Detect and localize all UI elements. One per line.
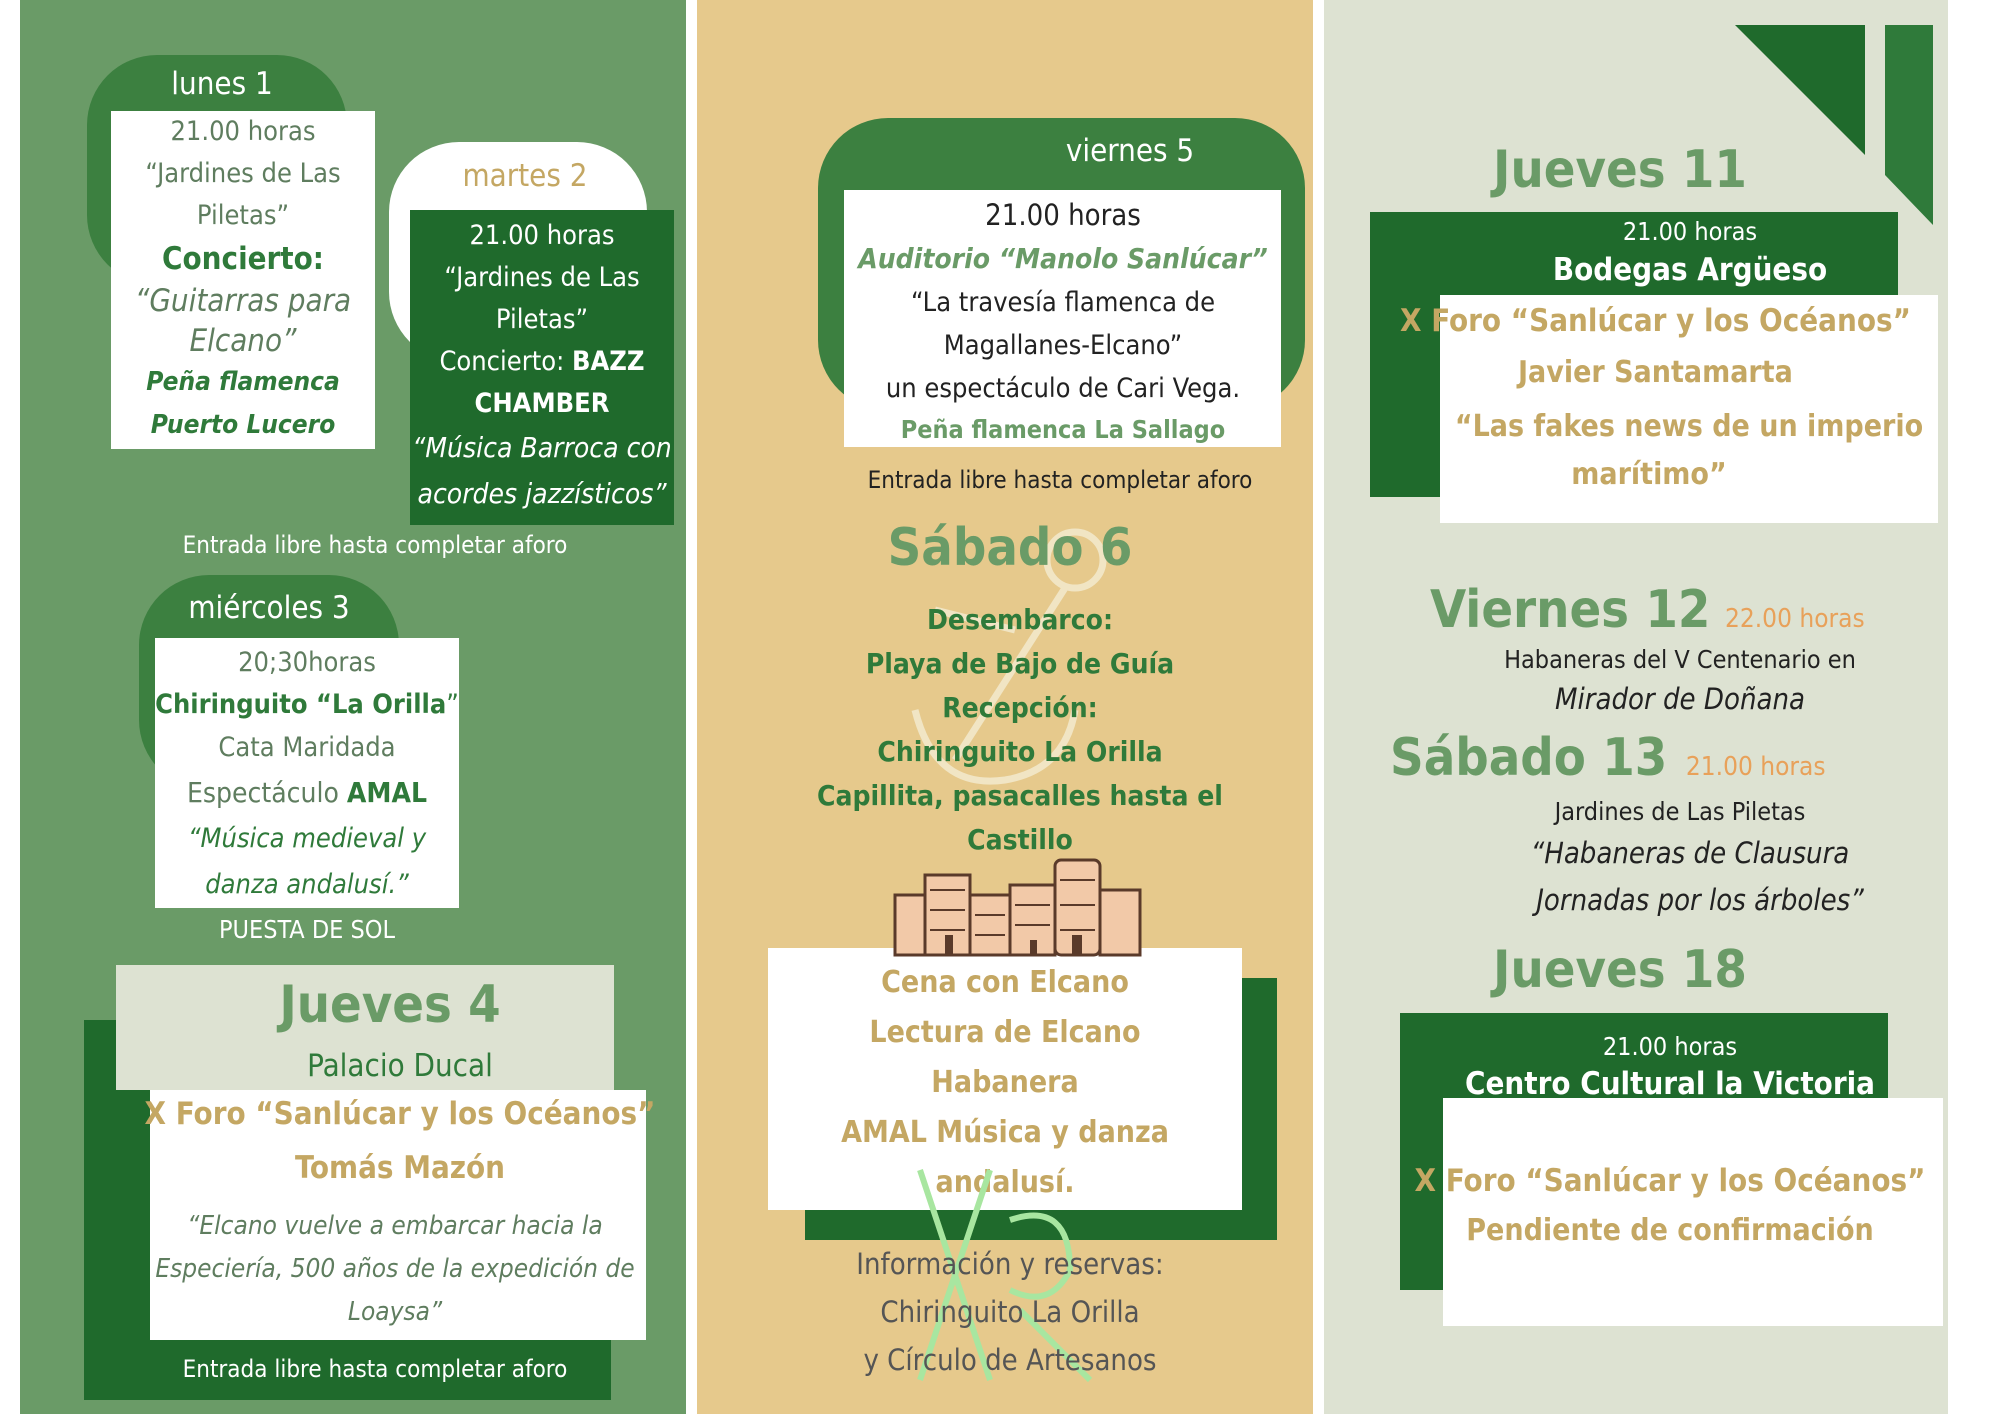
jueves18-time: 21.00 horas bbox=[1602, 1032, 1738, 1061]
miercoles-show: Espectáculo bbox=[186, 776, 347, 809]
sabado6-lines bbox=[800, 598, 1240, 862]
jueves4-talk-3: Loaysa” bbox=[347, 1297, 443, 1327]
miercoles-time: 20;30horas bbox=[238, 647, 376, 678]
sabado13-time: 21.00 horas bbox=[1685, 752, 1826, 782]
dinner-line-1: Cena con Elcano bbox=[881, 965, 1129, 1000]
sabado6-line-1: Desembarco: bbox=[926, 603, 1114, 636]
jueves4-talk-1: “Elcano vuelve a embarcar hacia la bbox=[187, 1211, 603, 1241]
viernes12-day: Viernes 12 bbox=[1430, 580, 1711, 640]
miercoles-show-line bbox=[155, 770, 459, 816]
martes-venue-1: “Jardines de Las bbox=[444, 262, 640, 293]
martes-time: 21.00 horas bbox=[469, 220, 615, 251]
lunes-venue-2: Piletas” bbox=[196, 200, 290, 231]
jueves18-forum: X Foro “Sanlúcar y los Océanos” bbox=[1414, 1163, 1926, 1199]
sabado13-line-2: “Habaneras de Clausura bbox=[1530, 836, 1850, 870]
jueves11-venue: Bodegas Argüeso bbox=[1552, 252, 1828, 288]
sabado13-line-1: Jardines de Las Piletas bbox=[1554, 797, 1806, 826]
jueves11-talk-1: “Las fakes news de un imperio bbox=[1454, 409, 1924, 444]
jueves4-forum: X Foro “Sanlúcar y los Océanos” bbox=[144, 1096, 656, 1132]
jueves4-talk bbox=[135, 1205, 655, 1334]
viernes5-venue: Auditorio “Manolo Sanlúcar” bbox=[858, 242, 1268, 275]
miercoles-venue-quote: ” bbox=[446, 689, 459, 720]
jueves11-speaker: Javier Santamarta bbox=[1518, 355, 1793, 390]
lunes-org-2: Puerto Lucero bbox=[150, 410, 336, 440]
martes-band-1: BAZZ bbox=[572, 346, 645, 377]
jueves18-day: Jueves 18 bbox=[1493, 940, 1747, 1000]
miercoles-content bbox=[155, 642, 459, 908]
martes-desc-1: “Música Barroca con bbox=[412, 431, 672, 464]
sabado13-line-3: Jornadas por los árboles” bbox=[1536, 883, 1864, 917]
lunes-title-1: “Guitarras para bbox=[134, 283, 352, 319]
lunes-venue-1: “Jardines de Las bbox=[145, 158, 341, 189]
jueves11-forum: X Foro “Sanlúcar y los Océanos” bbox=[1400, 303, 1911, 339]
jueves4-place: Palacio Ducal bbox=[307, 1048, 493, 1084]
miercoles-cata: Cata Maridada bbox=[218, 732, 396, 763]
miercoles-desc-1: “Música medieval y bbox=[187, 823, 427, 854]
lunes-time: 21.00 horas bbox=[170, 116, 316, 147]
sabado6-line-5: Capillita, pasacalles hasta el bbox=[817, 779, 1223, 812]
viernes5-time: 21.00 horas bbox=[985, 198, 1141, 232]
miercoles-amal: AMAL bbox=[346, 776, 428, 809]
miercoles-venue: Chiringuito “La Orilla bbox=[155, 689, 447, 720]
entry-note-1: Entrada libre hasta completar aforo bbox=[182, 531, 568, 559]
jueves18-venue: Centro Cultural la Victoria bbox=[1465, 1066, 1875, 1102]
martes-venue-2: Piletas” bbox=[495, 304, 589, 335]
jueves11-time: 21.00 horas bbox=[1622, 217, 1758, 246]
lunes-day: lunes 1 bbox=[171, 66, 273, 102]
jueves18-note: Pendiente de confirmación bbox=[1466, 1213, 1874, 1248]
lunes-content bbox=[111, 111, 375, 447]
jueves18-white-box bbox=[1443, 1098, 1943, 1326]
jueves4-speaker: Tomás Mazón bbox=[294, 1150, 506, 1186]
martes-desc-2: acordes jazzísticos” bbox=[417, 477, 667, 510]
viernes5-show-2: Magallanes-Elcano” bbox=[943, 330, 1183, 361]
lunes-concert: Concierto: bbox=[162, 241, 324, 277]
sabado13-row bbox=[1390, 728, 1930, 788]
jueves11-day: Jueves 11 bbox=[1493, 140, 1747, 200]
sabado13-day: Sábado 13 bbox=[1390, 728, 1668, 788]
viernes5-org: Peña flamenca La Sallago bbox=[900, 415, 1226, 444]
martes-day: martes 2 bbox=[462, 158, 588, 194]
sabado6-line-6: Castillo bbox=[967, 823, 1073, 856]
sabado6-line-2: Playa de Bajo de Guía bbox=[865, 647, 1175, 680]
dinner-line-3: Habanera bbox=[931, 1065, 1079, 1100]
info-line-3: y Círculo de Artesanos bbox=[863, 1343, 1157, 1377]
viernes5-show-1: “La travesía flamenca de bbox=[910, 287, 1216, 318]
sabado6-line-4: Chiringuito La Orilla bbox=[877, 735, 1163, 768]
sabado6-line-3: Recepción: bbox=[942, 691, 1098, 724]
viernes5-day: viernes 5 bbox=[1065, 133, 1195, 169]
viernes12-row bbox=[1430, 580, 1950, 640]
viernes12-line-1: Habaneras del V Centenario en bbox=[1504, 645, 1856, 674]
martes-concert: Concierto: bbox=[439, 346, 572, 377]
info-line-1: Información y reservas: bbox=[856, 1247, 1164, 1281]
dinner-line-2: Lectura de Elcano bbox=[869, 1015, 1141, 1050]
castle-icon bbox=[890, 850, 1145, 958]
martes-band-2: CHAMBER bbox=[474, 388, 610, 419]
jueves11-talk bbox=[1440, 403, 1938, 499]
viernes12-time: 22.00 horas bbox=[1725, 604, 1865, 634]
martes-content bbox=[406, 215, 678, 517]
sabado6-day: Sábado 6 bbox=[887, 518, 1133, 578]
dinner-line-5: andalusí. bbox=[935, 1165, 1075, 1200]
viernes5-show-3: un espectáculo de Cari Vega. bbox=[885, 373, 1241, 404]
jueves4-talk-2: Especiería, 500 años de la expedición de bbox=[155, 1254, 635, 1284]
dinner-line-4: AMAL Música y danza bbox=[841, 1115, 1169, 1150]
lunes-title-2: Elcano” bbox=[189, 323, 297, 359]
miercoles-sunset: PUESTA DE SOL bbox=[218, 915, 395, 944]
entry-note-3: Entrada libre hasta completar aforo bbox=[867, 466, 1253, 494]
jueves11-talk-2: marítimo” bbox=[1571, 457, 1727, 492]
viernes5-content bbox=[838, 193, 1288, 450]
viernes12-line-2: Mirador de Doñana bbox=[1554, 682, 1805, 716]
martes-concert-line bbox=[406, 341, 678, 383]
entry-note-2: Entrada libre hasta completar aforo bbox=[182, 1355, 568, 1383]
miercoles-desc-2: danza andalusí.” bbox=[205, 869, 409, 900]
info-lines bbox=[800, 1240, 1220, 1384]
lunes-org-1: Peña flamenca bbox=[146, 367, 340, 397]
miercoles-day: miércoles 3 bbox=[188, 590, 350, 626]
miercoles-venue-line bbox=[155, 684, 459, 726]
info-line-2: Chiringuito La Orilla bbox=[880, 1295, 1140, 1329]
jueves4-day: Jueves 4 bbox=[279, 975, 501, 1035]
